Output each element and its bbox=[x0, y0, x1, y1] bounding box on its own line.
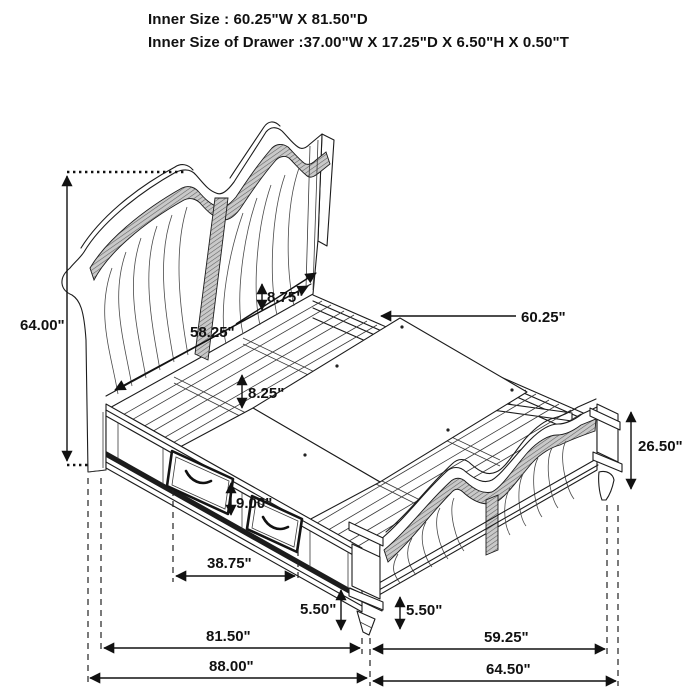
label-8150: 81.50" bbox=[206, 628, 251, 645]
dim-side-inner-length bbox=[104, 628, 360, 648]
label-550-left: 5.50" bbox=[300, 601, 337, 618]
dim-overall-length bbox=[90, 658, 367, 678]
label-6025: 60.25" bbox=[521, 309, 566, 326]
footboard-left-post bbox=[349, 522, 383, 610]
label-875: 8.75" bbox=[267, 289, 304, 306]
label-550-right: 5.50" bbox=[406, 602, 443, 619]
dim-overall-width bbox=[373, 661, 616, 681]
label-2650: 26.50" bbox=[638, 438, 683, 455]
label-64: 64.00" bbox=[20, 317, 65, 334]
label-900: 9.00" bbox=[236, 495, 273, 512]
dim-footboard-height bbox=[631, 412, 683, 489]
label-3875: 38.75" bbox=[207, 555, 252, 572]
label-8800: 88.00" bbox=[209, 658, 254, 675]
label-5925: 59.25" bbox=[484, 629, 529, 646]
label-825: 8.25" bbox=[248, 385, 285, 402]
label-6450: 64.50" bbox=[486, 661, 531, 678]
label-5825: 58.25" bbox=[190, 324, 235, 341]
drawer-size-line: Inner Size of Drawer :37.00"W X 17.25"D X 6.50"H X 0.50"T bbox=[148, 34, 569, 51]
dim-right-leg-height bbox=[400, 597, 442, 629]
inner-size-line: Inner Size : 60.25"W X 81.50"D bbox=[148, 11, 368, 28]
dim-footboard-inner-width bbox=[373, 629, 605, 649]
